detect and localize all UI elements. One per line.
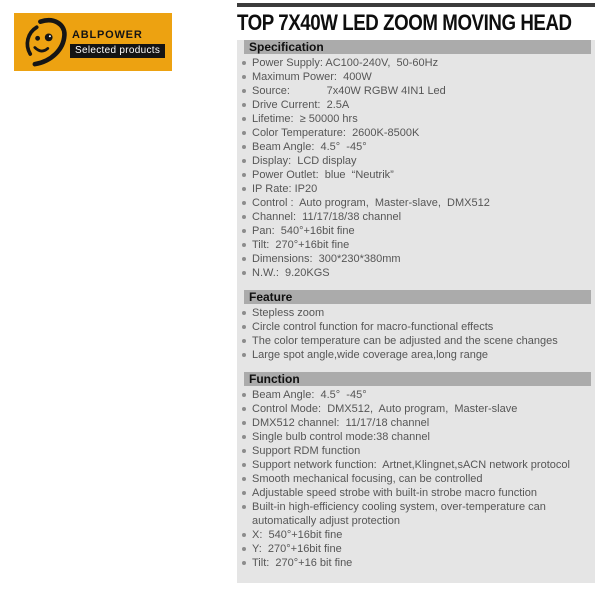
bullet-icon: [242, 271, 246, 275]
list-item-text: Beam Angle: 4.5° -45°: [252, 389, 367, 401]
page-title: TOP 7X40W LED ZOOM MOVING HEAD: [237, 10, 572, 35]
bullet-icon: [242, 491, 246, 495]
bullet-icon: [242, 339, 246, 343]
list-item: [237, 224, 595, 238]
bullet-icon: [242, 89, 246, 93]
list-item-text: Y: 270°+16bit fine: [252, 543, 342, 555]
section-heading-feature: Feature: [244, 290, 591, 304]
list-item: [237, 238, 595, 252]
bullet-icon: [242, 353, 246, 357]
bullet-icon: [242, 449, 246, 453]
list-item: [237, 196, 595, 210]
list-item: [237, 458, 595, 472]
list-item: [237, 472, 595, 486]
list-item-text: DMX512 channel: 11/17/18 channel: [252, 417, 430, 429]
bullet-icon: [242, 201, 246, 205]
list-item: [237, 500, 595, 528]
section-heading-function: Function: [244, 372, 591, 386]
bullet-icon: [242, 325, 246, 329]
spec-panel: [237, 40, 595, 583]
bullet-icon: [242, 229, 246, 233]
bullet-icon: [242, 145, 246, 149]
list-item-text: Power Outlet: blue “Neutrik”: [252, 169, 394, 181]
list-item: [237, 112, 595, 126]
bullet-icon: [242, 421, 246, 425]
list-item-text: Power Supply: AC100-240V, 50-60Hz: [252, 57, 439, 69]
function-list: [237, 388, 595, 570]
section-heading-specification: Specification: [244, 40, 591, 54]
bullet-icon: [242, 477, 246, 481]
list-item-text: Tilt: 270°+16bit fine: [252, 239, 350, 251]
bullet-icon: [242, 463, 246, 467]
list-item-text: N.W.: 9.20KGS: [252, 267, 330, 279]
list-item-text: Channel: 11/17/18/38 channel: [252, 211, 402, 223]
list-item-text: Pan: 540°+16bit fine: [252, 225, 355, 237]
list-item: [237, 416, 595, 430]
list-item-text: Display: LCD display: [252, 155, 357, 167]
list-item: [237, 402, 595, 416]
section-feature: [237, 290, 595, 362]
list-item-text: Adjustable speed strobe with built-in strobe macro function: [252, 487, 537, 499]
list-item: [237, 98, 595, 112]
feature-list: [237, 306, 595, 362]
list-item: [237, 348, 595, 362]
list-item: [237, 320, 595, 334]
bullet-icon: [242, 75, 246, 79]
bullet-icon: [242, 407, 246, 411]
list-item-text: Support RDM function: [252, 445, 361, 457]
bullet-icon: [242, 533, 246, 537]
bullet-icon: [242, 117, 246, 121]
list-item-text: Control : Auto program, Master-slave, DMX512: [252, 197, 490, 209]
bullet-icon: [242, 243, 246, 247]
brand-name: ABLPOWER: [72, 29, 143, 41]
bullet-icon: [242, 61, 246, 65]
list-item: [237, 210, 595, 224]
bullet-icon: [242, 547, 246, 551]
bullet-icon: [242, 393, 246, 397]
list-item-text: Lifetime: ≥ 50000 hrs: [252, 113, 358, 125]
list-item-text: X: 540°+16bit fine: [252, 529, 343, 541]
list-item-text: The color temperature can be adjusted and the scene changes: [252, 335, 558, 347]
bullet-icon: [242, 257, 246, 261]
bullet-icon: [242, 173, 246, 177]
bullet-icon: [242, 159, 246, 163]
list-item: [237, 84, 595, 98]
list-item: [237, 168, 595, 182]
list-item-text: Source: 7x40W RGBW 4IN1 Led: [252, 85, 446, 97]
list-item-text: Control Mode: DMX512, Auto program, Master-slave: [252, 403, 518, 415]
list-item-text: Stepless zoom: [252, 307, 325, 319]
bullet-icon: [242, 131, 246, 135]
section-specification: [237, 40, 595, 280]
list-item-text: Smooth mechanical focusing, can be controlled: [252, 473, 483, 485]
section-function: [237, 372, 595, 570]
specification-list: [237, 56, 595, 280]
list-item: [237, 430, 595, 444]
smiley-face-icon: [21, 17, 69, 67]
list-item: [237, 252, 595, 266]
list-item: [237, 486, 595, 500]
list-item: [237, 266, 595, 280]
list-item: [237, 444, 595, 458]
brand-tagline: Selected products: [70, 44, 165, 58]
list-item: [237, 334, 595, 348]
list-item: [237, 542, 595, 556]
list-item-text: Drive Current: 2.5A: [252, 99, 350, 111]
brand-logo: [14, 13, 172, 71]
list-item-text: Built-in high-efficiency cooling system, over-temperature can automatically adjust protection: [252, 501, 549, 527]
list-item-text: Dimensions: 300*230*380mm: [252, 253, 401, 265]
list-item-text: Maximum Power: 400W: [252, 71, 372, 83]
bullet-icon: [242, 435, 246, 439]
list-item: [237, 140, 595, 154]
content-column: [237, 0, 595, 583]
bullet-icon: [242, 215, 246, 219]
list-item-text: IP Rate: IP20: [252, 183, 318, 195]
list-item: [237, 306, 595, 320]
list-item: [237, 154, 595, 168]
bullet-icon: [242, 311, 246, 315]
bullet-icon: [242, 561, 246, 565]
list-item-text: Single bulb control mode:38 channel: [252, 431, 430, 443]
list-item-text: Beam Angle: 4.5° -45°: [252, 141, 367, 153]
list-item: [237, 70, 595, 84]
list-item-text: Support network function: Artnet,Klingnet,sACN network protocol: [252, 459, 570, 471]
list-item-text: Large spot angle,wide coverage area,long range: [252, 349, 489, 361]
top-divider: [237, 3, 595, 7]
list-item: [237, 528, 595, 542]
list-item: [237, 182, 595, 196]
bullet-icon: [242, 187, 246, 191]
list-item-text: Color Temperature: 2600K-8500K: [252, 127, 420, 139]
list-item: [237, 388, 595, 402]
list-item: [237, 126, 595, 140]
bullet-icon: [242, 505, 246, 509]
list-item: [237, 556, 595, 570]
list-item-text: Circle control function for macro-functional effects: [252, 321, 494, 333]
bullet-icon: [242, 103, 246, 107]
list-item-text: Tilt: 270°+16 bit fine: [252, 557, 353, 569]
list-item: [237, 56, 595, 70]
